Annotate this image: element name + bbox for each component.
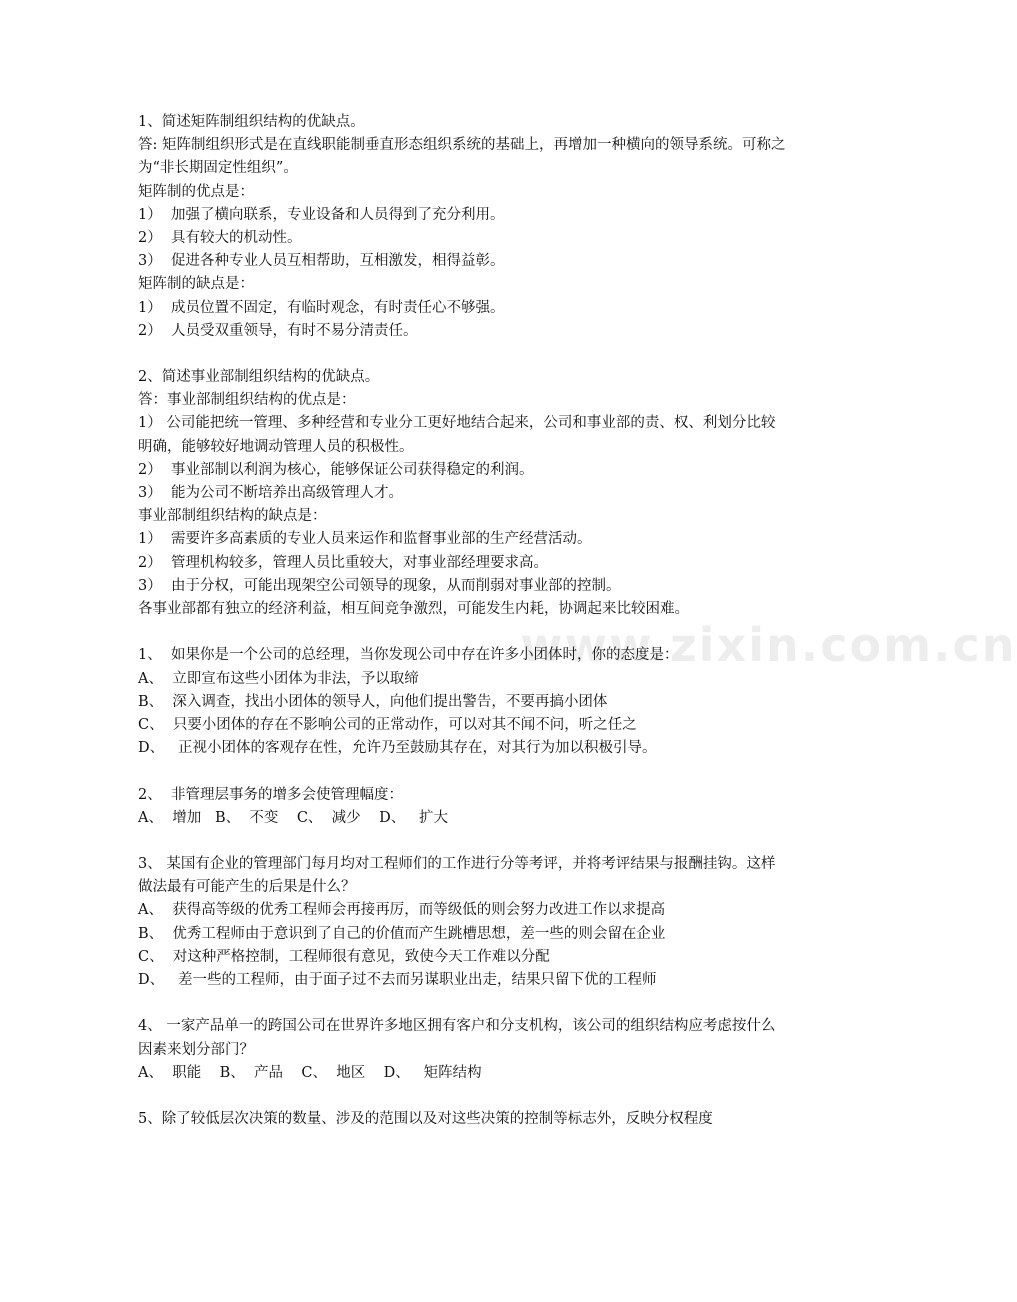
matrix-pro-item: 2） 具有较大的机动性。 — [138, 229, 302, 246]
division-con-item: 3） 由于分权，可能出现架空公司领导的现象，从而削弱对事业部的控制。 — [138, 577, 621, 594]
question-1-title: 1、简述矩阵制组织结构的优缺点。 — [138, 114, 365, 130]
mc-option: B、 深入调查，找出小团体的领导人，向他们提出警告，不要再搞小团体 — [138, 693, 608, 710]
division-con-item: 2） 管理机构较多，管理人员比重较大，对事业部经理要求高。 — [138, 554, 548, 571]
mc-option: A、 获得高等级的优秀工程师会再接再厉，而等级低的则会努力改进工作以求提高 — [138, 902, 666, 919]
mc-option: B、 优秀工程师由于意识到了自己的价值而产生跳槽思想，差一些的则会留在企业 — [138, 925, 666, 942]
spacer — [138, 1085, 788, 1108]
mc-options-inline: A、 增加 B、 不变 C、 减少 D、 扩大 — [138, 809, 449, 826]
spacer — [138, 621, 788, 644]
watermark: www.zixin.com.cn — [520, 618, 1017, 672]
mc-question-1: 1、 如果你是一个公司的总经理，当你发现公司中存在许多小团体时，你的态度是： — [138, 647, 679, 664]
question-1-answer: 答: 矩阵制组织形式是在直线职能制垂直形态组织系统的基础上，再增加一种横向的领导系统。可称之为“非长期固定性组织”。 — [138, 137, 786, 177]
spacer — [138, 830, 788, 853]
document-body — [138, 111, 788, 1131]
question-2-title: 2、简述事业部制组织结构的优缺点。 — [138, 369, 380, 386]
division-pro-item: 2） 事业部制以利润为核心，能够保证公司获得稳定的利润。 — [138, 461, 534, 478]
mc-question-3: 3、 某国有企业的管理部门每月均对工程师们的工作进行分等考评，并将考评结果与报酬挂钩。这样做法最有可能产生的后果是什么？ — [138, 856, 776, 896]
mc-question-4: 4、 一家产品单一的跨国公司在世界许多地区拥有客户和分支机构，该公司的组织结构应考虑按什么因素来划分部门？ — [138, 1018, 776, 1058]
mc-option: C、 对这种严格控制，工程师很有意见，致使今天工作难以分配 — [138, 948, 550, 965]
matrix-pro-item: 3） 促进各种专业人员互相帮助，互相激发，相得益彰。 — [138, 253, 505, 270]
spacer — [138, 760, 788, 783]
mc-option: D、 正视小团体的客观存在性，允许乃至鼓励其存在，对其行为加以积极引导。 — [138, 740, 657, 757]
matrix-con-item: 1） 成员位置不固定，有临时观念，有时责任心不够强。 — [138, 299, 505, 316]
matrix-cons-title: 矩阵制的缺点是： — [138, 276, 254, 293]
mc-options-inline: A、 职能 B、 产品 C、 地区 D、 矩阵结构 — [138, 1064, 482, 1081]
spacer — [138, 343, 788, 366]
matrix-pros-title: 矩阵制的优点是： — [138, 183, 254, 200]
mc-question-5: 5、除了较低层次决策的数量、涉及的范围以及对这些决策的控制等标志外，反映分权程度 — [138, 1111, 713, 1128]
division-con-item: 1） 需要许多高素质的专业人员来运作和监督事业部的生产经营活动。 — [138, 531, 592, 548]
mc-option: C、 只要小团体的存在不影响公司的正常动作，可以对其不闻不问，听之任之 — [138, 716, 637, 733]
spacer — [138, 992, 788, 1015]
question-2-answer: 答：事业部制组织结构的优点是： — [138, 392, 356, 409]
mc-option: D、 差一些的工程师，由于面子过不去而另谋职业出走，结果只留下优的工程师 — [138, 972, 657, 989]
matrix-pro-item: 1） 加强了横向联系，专业设备和人员得到了充分利用。 — [138, 206, 505, 223]
mc-question-2: 2、 非管理层事务的增多会使管理幅度： — [138, 786, 403, 803]
matrix-con-item: 2） 人员受双重领导，有时不易分清责任。 — [138, 322, 418, 339]
mc-option: A、 立即宣布这些小团体为非法，予以取缔 — [138, 670, 419, 687]
division-pro-item: 1） 公司能把统一管理、多种经营和专业分工更好地结合起来，公司和事业部的责、权、利划分比较明确，能够较好地调动管理人员的积极性。 — [138, 415, 776, 455]
division-cons-title: 事业部制组织结构的缺点是： — [138, 508, 327, 525]
division-pro-item: 3） 能为公司不断培养出高级管理人才。 — [138, 485, 403, 502]
division-extra-note: 各事业部都有独立的经济利益，相互间竞争激烈，可能发生内耗，协调起来比较困难。 — [138, 601, 689, 617]
